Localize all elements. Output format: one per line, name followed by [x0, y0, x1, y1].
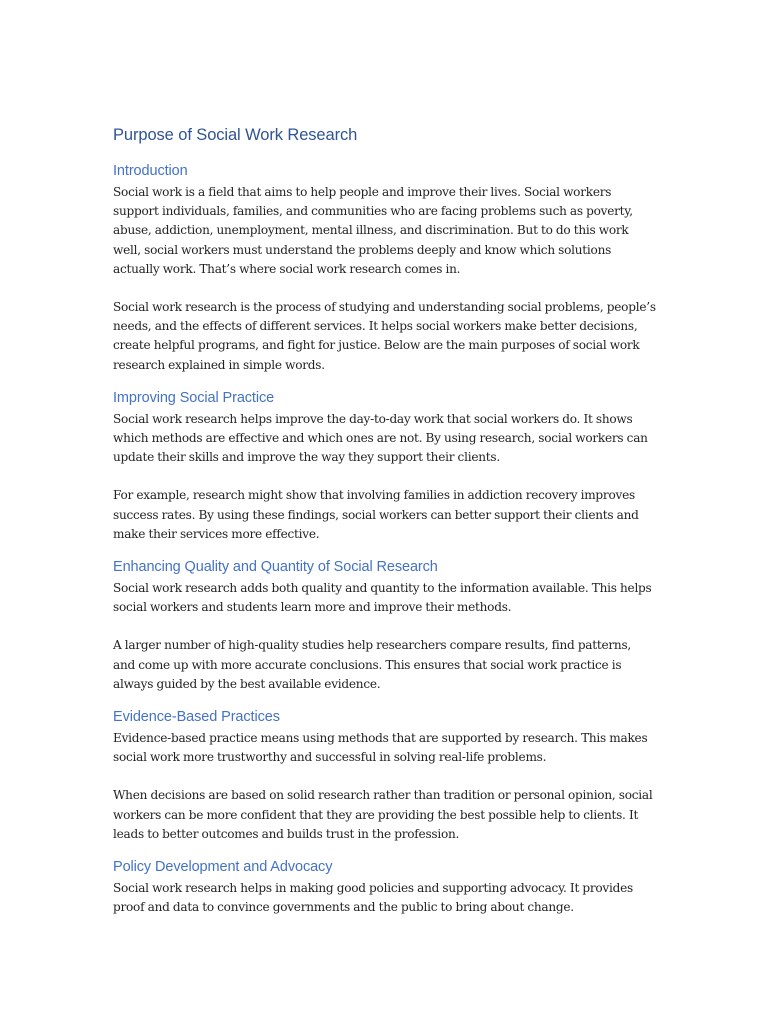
paragraph: Evidence-based practice means using methods that are supported by research. This makes social work more trustworthy and successful in solving real-life problems. — [113, 731, 648, 765]
section-introduction — [113, 161, 656, 375]
paragraph: Social work research adds both quality and quantity to the information available. This helps social workers and students learn more and improve their methods. — [113, 581, 652, 615]
paragraph: Social work research helps improve the day-to-day work that social workers do. It shows which methods are effective and which ones are not. By using research, social workers can update their skills and improve the way they support their clients. — [113, 411, 648, 465]
section-heading-enhancing-quality-quantity: Enhancing Quality and Quantity of Social Research — [113, 559, 438, 576]
paragraph: Social work is a field that aims to help people and improve their lives. Social workers support individuals, families, and communities who are facing problems such as poverty, abuse, addiction, unemployment, mental illness, and discrimination. But to do this work well, social workers must understand the problems deeply and know which solutions actually work. That’s where social work research comes in. — [113, 185, 633, 276]
paragraph: Social work research is the process of studying and understanding social problems, people’s needs, and the effects of different services. It helps social workers make better decisions, create helpful programs, and fight for justice. Below are the main purposes of social work research explained in simple words. — [113, 300, 656, 372]
section-policy-development-advocacy — [113, 857, 656, 917]
section-improving-social-practice — [113, 388, 656, 544]
section-heading-evidence-based-practices: Evidence-Based Practices — [113, 709, 280, 726]
section-evidence-based-practices — [113, 707, 656, 844]
paragraph: When decisions are based on solid research rather than tradition or personal opinion, social workers can be more confident that they are providing the best possible help to clients. It leads to better outcomes and builds trust in the profession. — [113, 788, 653, 841]
paragraph: Social work research helps in making good policies and supporting advocacy. It provides proof and data to convince governments and the public to bring about change. — [113, 881, 633, 915]
section-heading-policy-development-advocacy: Policy Development and Advocacy — [113, 859, 333, 876]
section-heading-introduction: Introduction — [113, 163, 188, 179]
section-enhancing-quality-quantity — [113, 557, 656, 694]
section-heading-improving-social-practice: Improving Social Practice — [113, 389, 275, 406]
document-title: Purpose of Social Work Research — [113, 126, 358, 144]
paragraph: For example, research might show that involving families in addiction recovery improves success rates. By using these findings, social workers can better support their clients and make their services more effective. — [113, 488, 639, 541]
paragraph: A larger number of high-quality studies help researchers compare results, find patterns, and come up with more accurate conclusions. This ensures that social work practice is always guided by the best available evidence. — [113, 638, 632, 691]
